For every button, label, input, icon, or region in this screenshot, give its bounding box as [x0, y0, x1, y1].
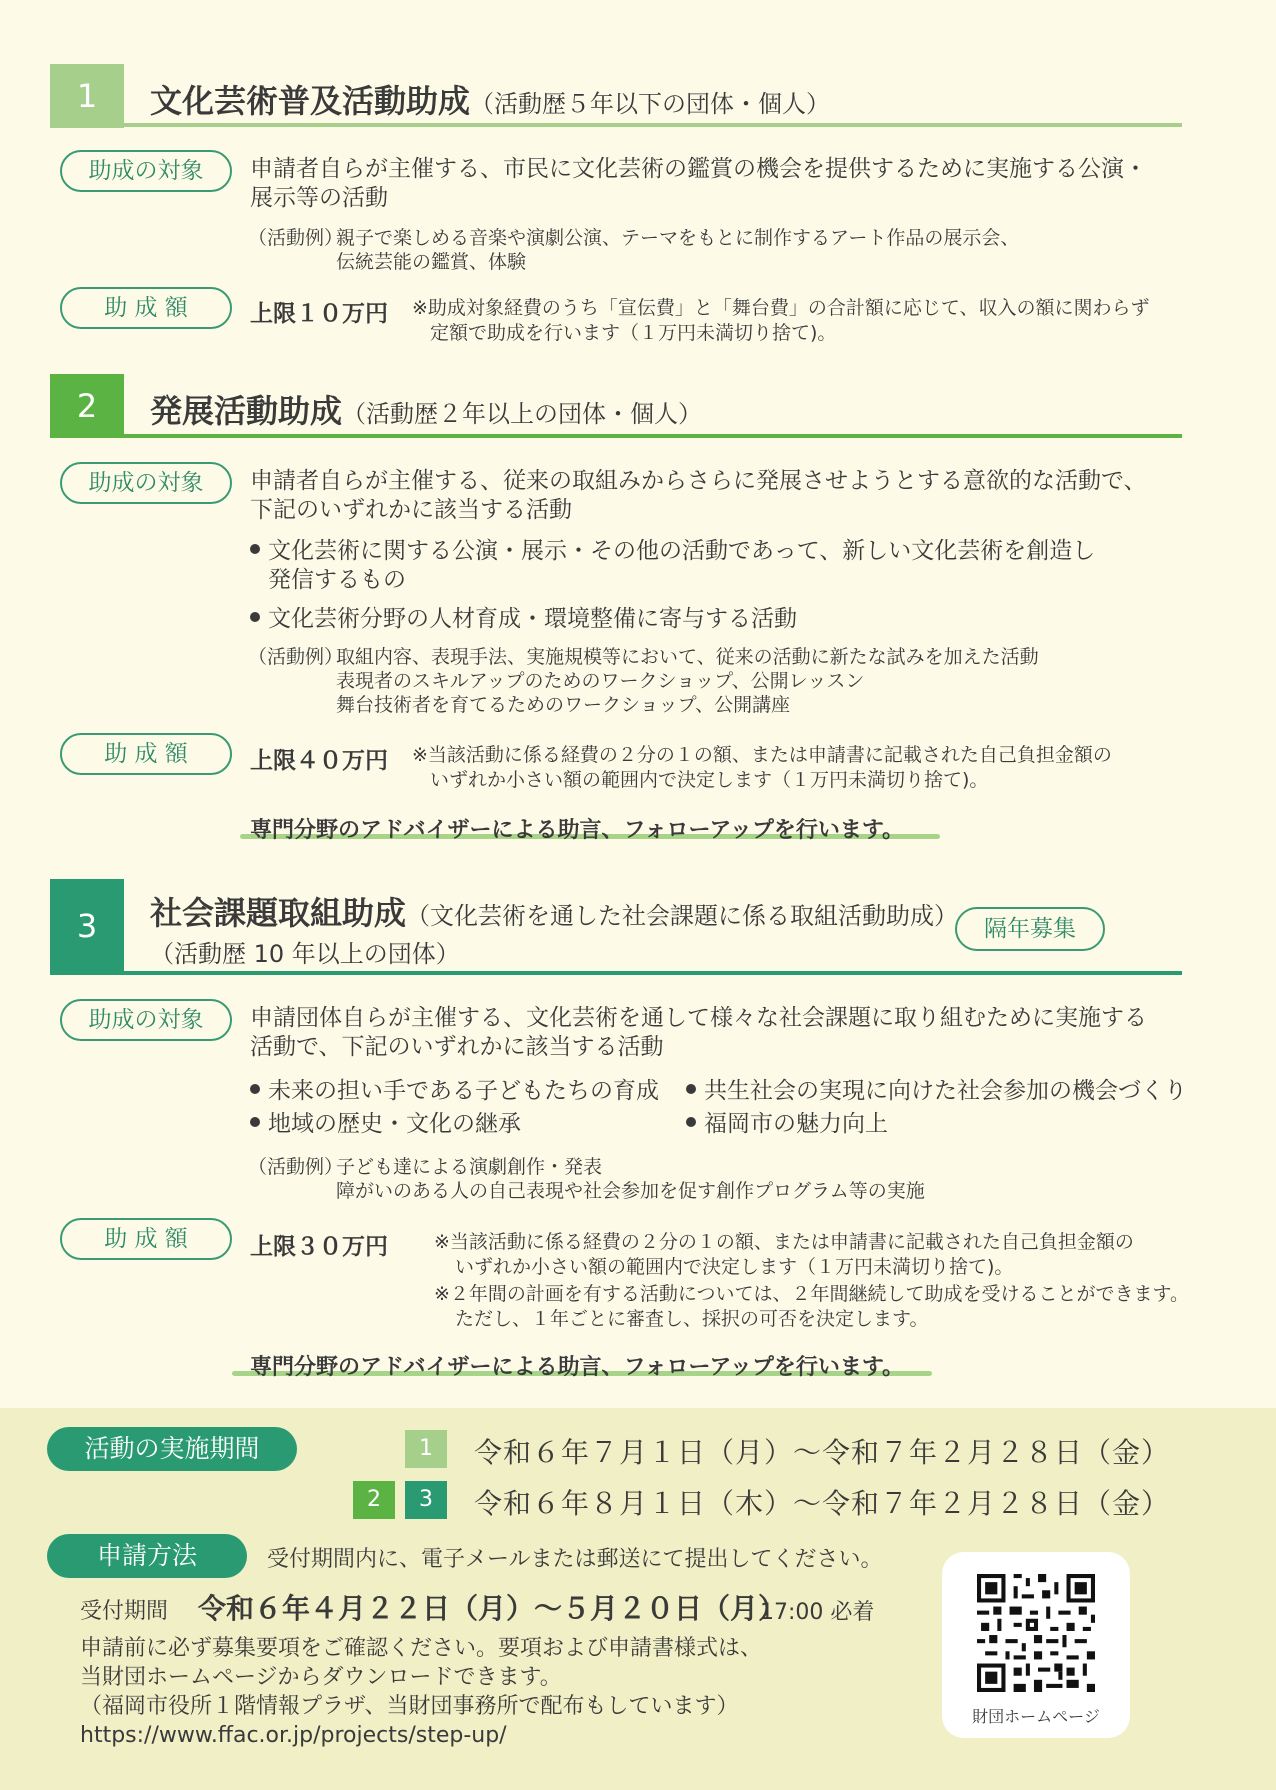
reception-deadline: 17:00 必着 [760, 1600, 875, 1625]
homepage-url-link[interactable]: https://www.ffac.or.jp/projects/step-up/ [80, 1723, 507, 1748]
section-2-bullet-1-cont: 発信するもの [268, 567, 406, 593]
section-1-amount-note-2: 定額で助成を行います（１万円未満切り捨て)。 [430, 322, 837, 344]
example-line: 伝統芸能の鑑賞、体験 [336, 251, 527, 273]
section-2-amount-note-2: いずれか小さい額の範囲内で決定します（１万円未満切り捨て)。 [430, 769, 989, 791]
section-1-title-text: 文化芸術普及活動助成 [150, 82, 471, 120]
example-line: 親子で楽しめる音楽や演劇公演、テーマをもとに制作するアート作品の展示会、 [336, 227, 1020, 249]
section-3-subtitle-2: （活動歴 10 年以上の団体） [150, 940, 460, 968]
section-2-underline [50, 434, 1182, 438]
reception-dates: 令和６年４月２２日（月）〜５月２０日（月） [198, 1592, 787, 1625]
section-1-title [150, 76, 830, 122]
section-3-subtitle: （文化芸術を通した社会課題に係る取組活動助成） [406, 902, 959, 930]
note-line: 申請前に必ず募集要項をご確認ください。要項および申請書様式は、 [80, 1636, 763, 1661]
apply-method-label: 申請方法 [47, 1534, 247, 1578]
section-2-number: 2 [50, 374, 124, 438]
note-line: （福岡市役所１階情報プラザ、当財団事務所で配布もしています） [80, 1694, 739, 1719]
section-3-target-label: 助成の対象 [60, 999, 232, 1041]
note-line: 当財団ホームページからダウンロードできます。 [80, 1665, 562, 1690]
section-2-title-text: 発展活動助成 [150, 392, 343, 430]
section-3-title [150, 888, 958, 934]
section-2-target-label: 助成の対象 [60, 462, 232, 504]
section-3-amount-note-3: ※２年間の計画を有する活動については、２年間継続して助成を受けることができます。 [434, 1283, 1190, 1305]
section-3-advice: 専門分野のアドバイザーによる助言、フォローアップを行います。 [250, 1355, 905, 1380]
section-1-underline [50, 123, 1182, 127]
section-3-target-text [250, 1004, 1147, 1062]
qr-caption: 財団ホームページ [972, 1707, 1100, 1726]
section-2-example-label: （活動例） [248, 646, 344, 668]
target-line: 展示等の活動 [250, 185, 388, 211]
section-3-number: 3 [50, 879, 124, 973]
target-line: 申請者自らが主催する、従来の取組みからさらに発展させようとする意欲的な活動で、 [250, 468, 1147, 494]
target-line: 下記のいずれかに該当する活動 [250, 497, 572, 523]
section-3-amount-note-1: ※当該活動に係る経費の２分の１の額、または申請書に記載された自己負担金額の [434, 1231, 1134, 1253]
section-3-bullet-1: 未来の担い手である子どもたちの育成 [250, 1077, 659, 1106]
section-1-subtitle: （活動歴５年以下の団体・個人） [470, 90, 831, 118]
section-1-amount-label: 助 成 額 [60, 287, 232, 329]
section-1-examples [336, 226, 1019, 274]
section-3-bullet-2: 共生社会の実現に向けた社会参加の機会づくり [686, 1077, 1187, 1106]
section-1-example-label: （活動例） [248, 227, 344, 249]
section-3-amount-note-2: いずれか小さい額の範囲内で決定します（１万円未満切り捨て)。 [455, 1256, 1014, 1278]
qr-card [942, 1552, 1130, 1738]
section-3-amount: 上限３０万円 [250, 1234, 388, 1260]
section-3-title-text: 社会課題取組助成 [150, 894, 407, 932]
section-3-amount-label: 助 成 額 [60, 1218, 232, 1260]
example-line: 取組内容、表現手法、実施規模等において、従来の活動に新たな試みを加えた活動 [336, 646, 1039, 668]
period-row-2-number-a: 2 [353, 1481, 395, 1519]
example-line: 表現者のスキルアップのためのワークショップ、公開レッスン [336, 670, 865, 692]
section-2-subtitle: （活動歴２年以上の団体・個人） [342, 400, 703, 428]
section-3-bullet-3: 地域の歴史・文化の継承 [250, 1110, 521, 1139]
example-line: 障がいのある人の自己表現や社会参加を促す創作プログラム等の実施 [336, 1180, 925, 1202]
section-2-amount-label: 助 成 額 [60, 733, 232, 775]
section-3-example-label: （活動例） [248, 1156, 344, 1178]
reception-label: 受付期間 [80, 1599, 169, 1624]
section-1-target-text [250, 155, 1147, 213]
application-notes [80, 1634, 762, 1750]
biennial-badge: 隔年募集 [955, 907, 1105, 951]
target-line: 活動で、下記のいずれかに該当する活動 [250, 1034, 664, 1060]
section-2-bullet-2: 文化芸術分野の人材育成・環境整備に寄与する活動 [250, 605, 797, 634]
section-2-bullet-1: 文化芸術に関する公演・展示・その他の活動であって、新しい文化芸術を創造し [250, 537, 1095, 566]
section-3-examples [336, 1155, 925, 1203]
section-2-examples [336, 645, 1039, 717]
apply-method-text: 受付期間内に、電子メールまたは郵送にて提出してください。 [267, 1547, 883, 1572]
section-2-advice: 専門分野のアドバイザーによる助言、フォローアップを行います。 [250, 818, 905, 843]
section-1-target-label: 助成の対象 [60, 150, 232, 192]
section-3-amount-note-4: ただし、１年ごとに審査し、採択の可否を決定します。 [455, 1308, 929, 1330]
section-1-amount: 上限１０万円 [250, 301, 388, 327]
target-line: 申請団体自らが主催する、文化芸術を通して様々な社会課題に取り組むために実施する [250, 1005, 1147, 1031]
example-line: 子ども達による演劇創作・発表 [336, 1156, 603, 1178]
period-label: 活動の実施期間 [47, 1427, 297, 1471]
section-2-target-text [250, 467, 1147, 525]
section-3-bullet-4: 福岡市の魅力向上 [686, 1110, 888, 1139]
period-row-1-number: 1 [405, 1430, 447, 1468]
target-line: 申請者自らが主催する、市民に文化芸術の鑑賞の機会を提供するために実施する公演・ [250, 156, 1147, 182]
period-row-1-text: 令和６年７月１日（月）〜令和７年２月２８日（金） [474, 1436, 1171, 1469]
example-line: 舞台技術者を育てるためのワークショップ、公開講座 [336, 694, 791, 716]
section-1-number: 1 [50, 64, 124, 128]
qr-code-icon[interactable] [977, 1574, 1095, 1692]
section-3-underline [50, 971, 1182, 975]
period-row-2-text: 令和６年８月１日（木）〜令和７年２月２８日（金） [474, 1487, 1171, 1520]
period-row-2-number-b: 3 [405, 1481, 447, 1519]
section-2-amount-note-1: ※当該活動に係る経費の２分の１の額、または申請書に記載された自己負担金額の [412, 744, 1112, 766]
section-2-title [150, 386, 702, 432]
section-2-amount: 上限４０万円 [250, 748, 388, 774]
section-1-amount-note-1: ※助成対象経費のうち「宣伝費」と「舞台費」の合計額に応じて、収入の額に関わらず [412, 297, 1150, 319]
